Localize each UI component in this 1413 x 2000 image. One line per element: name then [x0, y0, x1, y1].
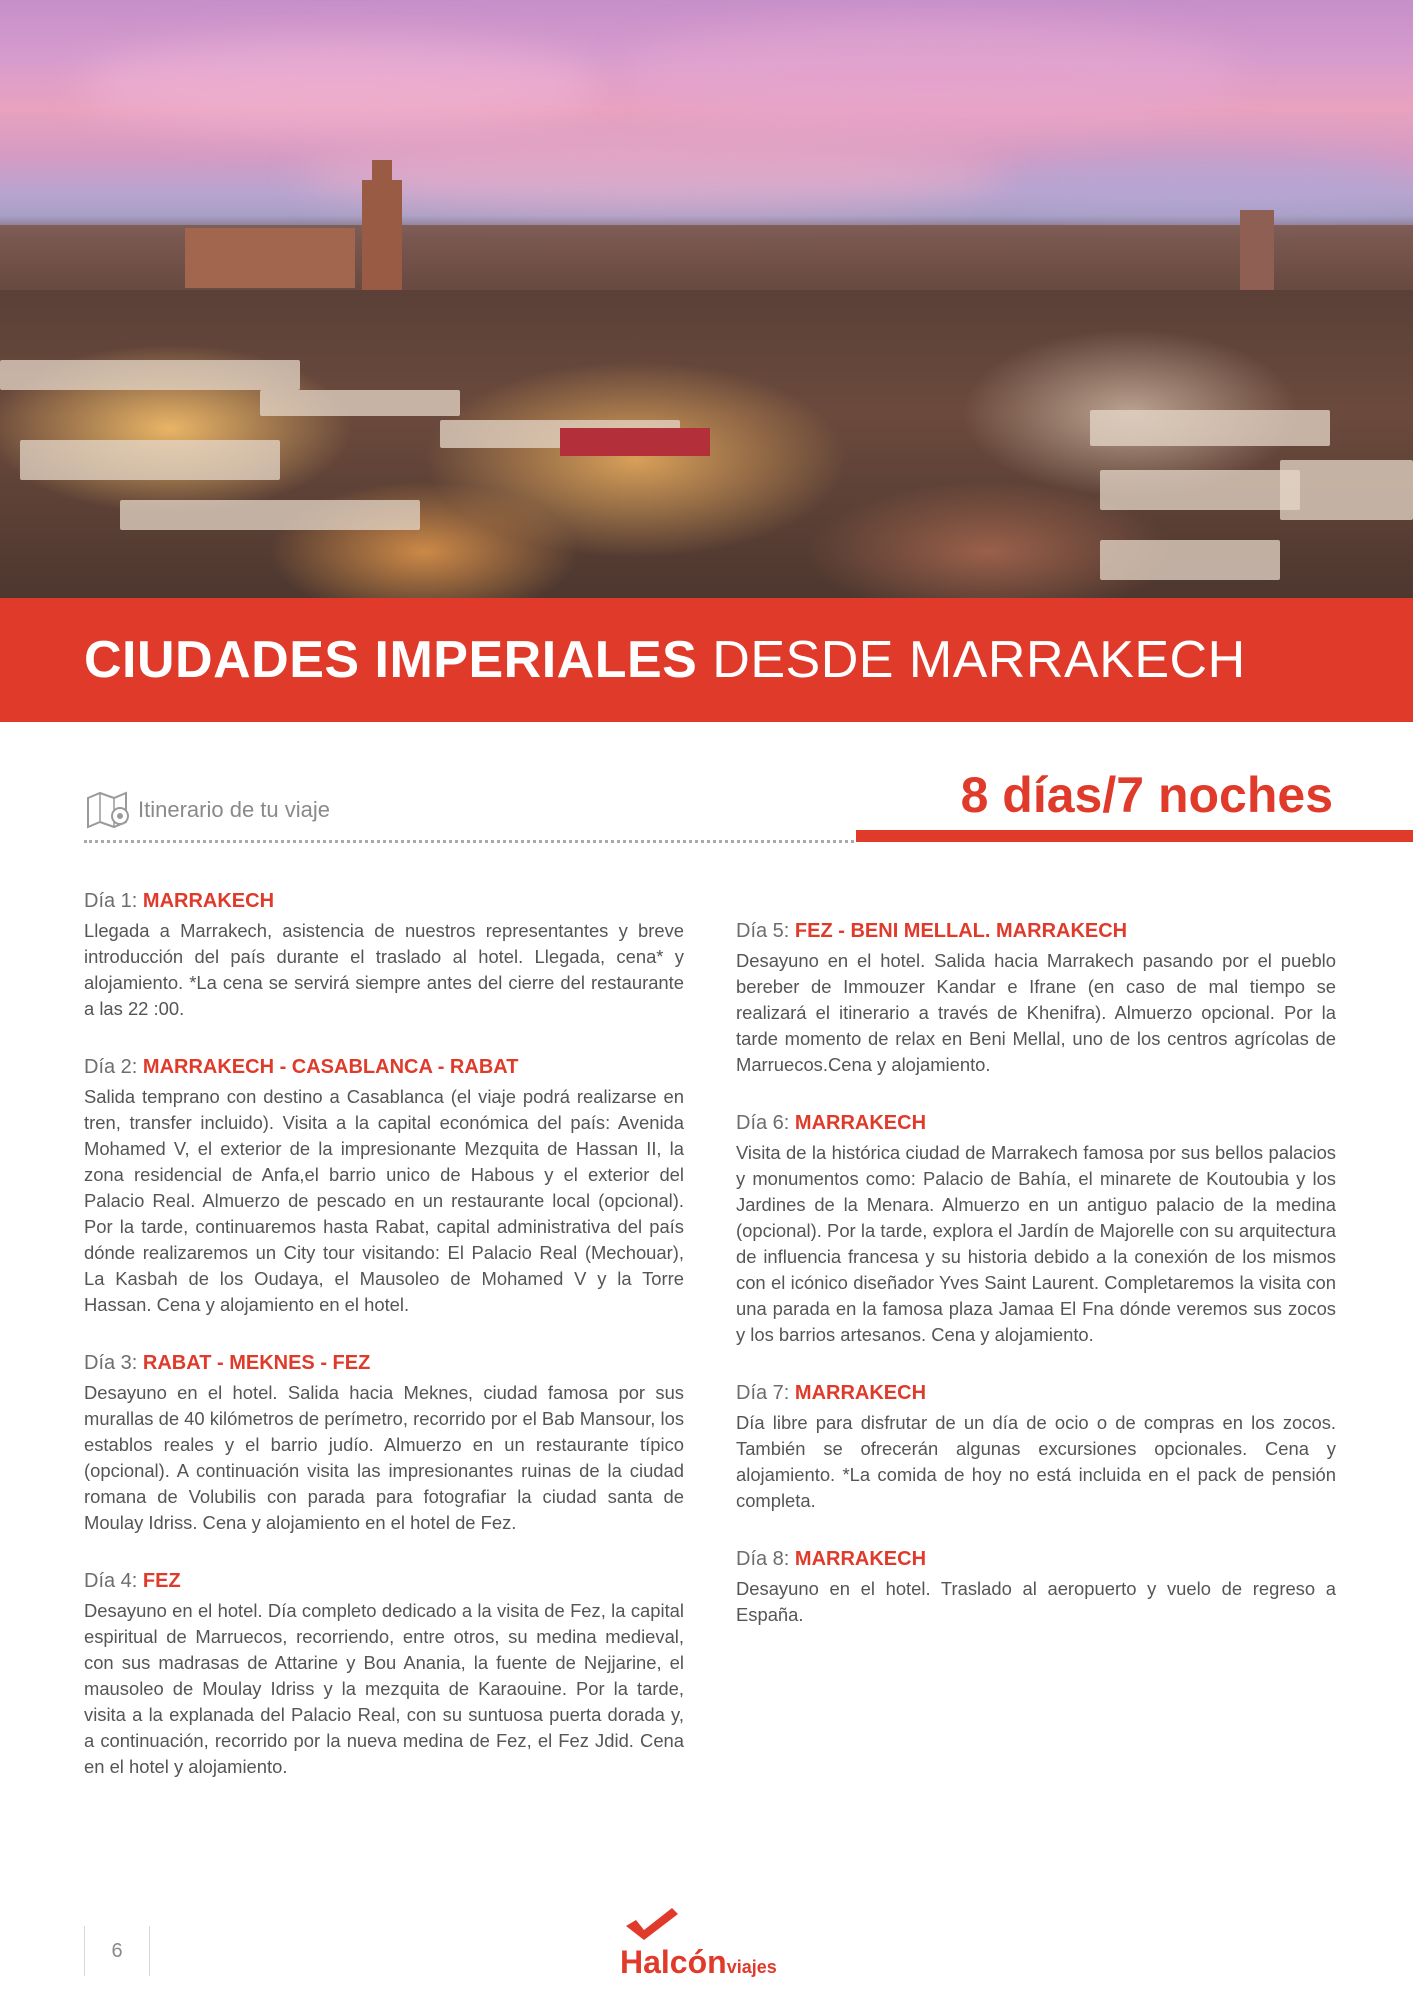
- day-heading: Día 2: MARRAKECH - CASABLANCA - RABAT: [84, 1056, 519, 1078]
- brand-name: Halcónviajes: [620, 1944, 777, 1980]
- day-heading: Día 8: MARRAKECH: [736, 1548, 927, 1570]
- itinerary-column-left: [84, 888, 684, 1812]
- day-7: [736, 1380, 1336, 1514]
- itinerary-column-right: [736, 918, 1336, 1660]
- day-heading: Día 1: MARRAKECH: [84, 890, 275, 912]
- checkmark-logo-icon: [624, 1906, 680, 1942]
- title-banner: [0, 598, 1413, 722]
- page-title: [84, 630, 1246, 690]
- day-heading: Día 3: RABAT - MEKNES - FEZ: [84, 1352, 371, 1374]
- day-4: [84, 1568, 684, 1780]
- duration-underline: [856, 830, 1413, 842]
- halcon-viajes-logo: [620, 1906, 800, 1986]
- day-1: [84, 888, 684, 1022]
- day-6: [736, 1110, 1336, 1348]
- page-number: 6: [84, 1926, 150, 1976]
- trip-duration: 8 días/7 noches: [960, 767, 1333, 823]
- day-heading: Día 5: FEZ - BENI MELLAL. MARRAKECH: [736, 920, 1128, 942]
- itinerary-label: [84, 786, 330, 834]
- map-pin-icon: [84, 786, 132, 834]
- day-description: Visita de la histórica ciudad de Marrakech famosa por sus bellos palacios y monumentos como: Palacio de Bahía, el minarete de Koutoubia y los Jardines de la Menara. Almuerzo en un antiguo palacio de la medina (opcional). Por la tarde, explora el Jardín de Majorelle con su arquitectura de influencia francesa y su historia debido a la conexión de los mismos con el icónico diseñador Yves Saint Laurent. Completaremos la visita con una parada en la famosa plaza Jamaa El Fna dónde veremos sus zocos y los barrios artesanos. Cena y alojamiento.: [736, 1142, 1336, 1345]
- day-8: [736, 1546, 1336, 1628]
- day-heading: Día 4: FEZ: [84, 1570, 181, 1592]
- day-5: [736, 918, 1336, 1078]
- itinerary-divider: [84, 840, 854, 843]
- page-title-light: DESDE MARRAKECH: [712, 631, 1246, 689]
- hero-photo-marrakech: [0, 0, 1413, 598]
- day-description: Desayuno en el hotel. Día completo dedicado a la visita de Fez, la capital espiritual de Marruecos, recorriendo, entre otros, su medina medieval, con sus madrasas de Attarine y Bou Anania, la fuente de Nejjarine, el mausoleo de Moulay Idriss y la mezquita de Karaouine. Por la tarde, visita a la explanada del Palacio Real, con su suntuosa puerta dorada y, a continuación, recorrido por la nueva medina de Fez, el Fez Jdid. Cena en el hotel y alojamiento.: [84, 1600, 684, 1777]
- page-title-bold: CIUDADES IMPERIALES: [84, 631, 698, 689]
- day-2: [84, 1054, 684, 1318]
- day-3: [84, 1350, 684, 1536]
- day-description: Desayuno en el hotel. Salida hacia Marrakech pasando por el pueblo bereber de Immouzer Kandar e Ifrane (en caso de mal tiempo se realizará el itinerario a través de Khenifra). Almuerzo opcional. Por la tarde momento de relax en Beni Mellal, uno de los centros agrícolas de Marruecos.Cena y alojamiento.: [736, 950, 1336, 1075]
- day-heading: Día 6: MARRAKECH: [736, 1112, 927, 1134]
- day-description: Desayuno en el hotel. Salida hacia Meknes, ciudad famosa por sus murallas de 40 kilómetros de perímetro, recorrido por el Bab Mansour, los establos reales y el barrio judío. Almuerzo en un restaurante típico (opcional). A continuación visita las impresionantes ruinas de la ciudad romana de Volubilis con parada para fotografiar la ciudad santa de Moulay Idriss. Cena y alojamiento en el hotel de Fez.: [84, 1382, 685, 1533]
- itinerary-label-text: Itinerario de tu viaje: [138, 797, 330, 822]
- day-description: Día libre para disfrutar de un día de ocio o de compras en los zocos. También se ofrecerán algunas excursiones opcionales. Cena y alojamiento. *La comida de hoy no está incluida en el pack de pensión completa.: [736, 1412, 1336, 1511]
- day-description: Llegada a Marrakech, asistencia de nuestros representantes y breve introducción del país durante el traslado al hotel. Llegada, cena* y alojamiento. *La cena se servirá siempre antes del cierre del restaurante a las 22 :00.: [84, 920, 684, 1019]
- day-heading: Día 7: MARRAKECH: [736, 1382, 927, 1404]
- day-description: Desayuno en el hotel. Traslado al aeropuerto y vuelo de regreso a España.: [736, 1578, 1336, 1625]
- day-description: Salida temprano con destino a Casablanca (el viaje podrá realizarse en tren, transfer incluido). Visita a la capital económica del país: Avenida Mohamed V, el exterior de la impresionante Mezquita de Hassan II, la zona residencial de Anfa,el barrio unico de Habous y el exterior del Palacio Real. Almuerzo de pescado en un restaurante local (opcional). Por la tarde, continuaremos hasta Rabat, capital administrativa del país dónde realizaremos un City tour visitando: El Palacio Real (Mechouar), La Kasbah de los Oudaya, el Mausoleo de Mohamed V y la Torre Hassan. Cena y alojamiento en el hotel.: [84, 1086, 684, 1315]
